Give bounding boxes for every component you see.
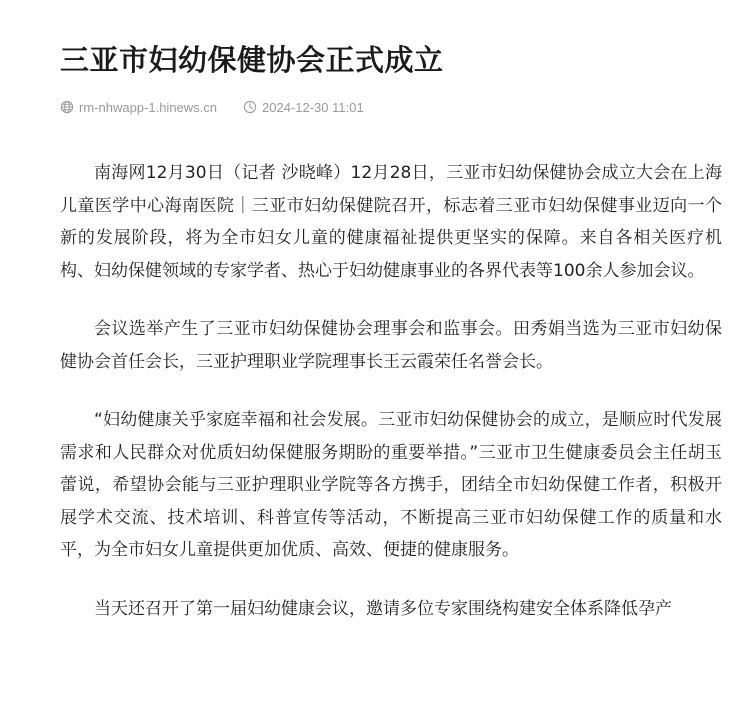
article-meta — [60, 97, 722, 117]
paragraph: 当天还召开了第一届妇幼健康会议，邀请多位专家围绕构建安全体系降低孕产 — [94, 598, 672, 619]
publish-datetime: 2024-12-30 11:01 — [262, 99, 364, 115]
publish-time-info — [243, 100, 364, 115]
paragraph: 南海网12月30日（记者 沙晓峰）12月28日，三亚市妇幼保健协会成立大会在上海儿童医学中心海南医院｜三亚市妇幼保健院召开，标志着三亚市妇幼保健事业迈向一个新的发展阶段，将为全市妇女儿童的健康福祉提供更坚实的保障。来自各相关医疗机构、妇幼保健领域的专家学者、热心于妇幼健康事业的各界代表等100余人参加会议。 — [60, 163, 722, 281]
paragraph: 会议选举产生了三亚市妇幼保健协会理事会和监事会。田秀娟当选为三亚市妇幼保健协会首任会长，三亚护理职业学院理事长王云霞荣任名誉会长。 — [60, 319, 722, 372]
globe-icon — [60, 100, 74, 114]
paragraph: “妇幼健康关乎家庭幸福和社会发展。三亚市妇幼保健协会的成立，是顺应时代发展需求和人民群众对优质妇幼保健服务期盼的重要举措。”三亚市卫生健康委员会主任胡玉蕾说，希望协会能与三亚护理职业学院等各方携手，团结全市妇幼保健工作者，积极开展学术交流、技术培训、科普宣传等活动，不断提高三亚市妇幼保健工作的质量和水平，为全市妇女儿童提供更加优质、高效、便捷的健康服务。 — [60, 410, 722, 560]
article-body — [60, 157, 722, 625]
clock-icon — [243, 100, 257, 114]
article-title: 三亚市妇幼保健协会正式成立 — [60, 43, 444, 77]
article — [60, 38, 722, 651]
source-info — [60, 100, 217, 115]
source-domain: rm-nhwapp-1.hinews.cn — [79, 99, 218, 115]
